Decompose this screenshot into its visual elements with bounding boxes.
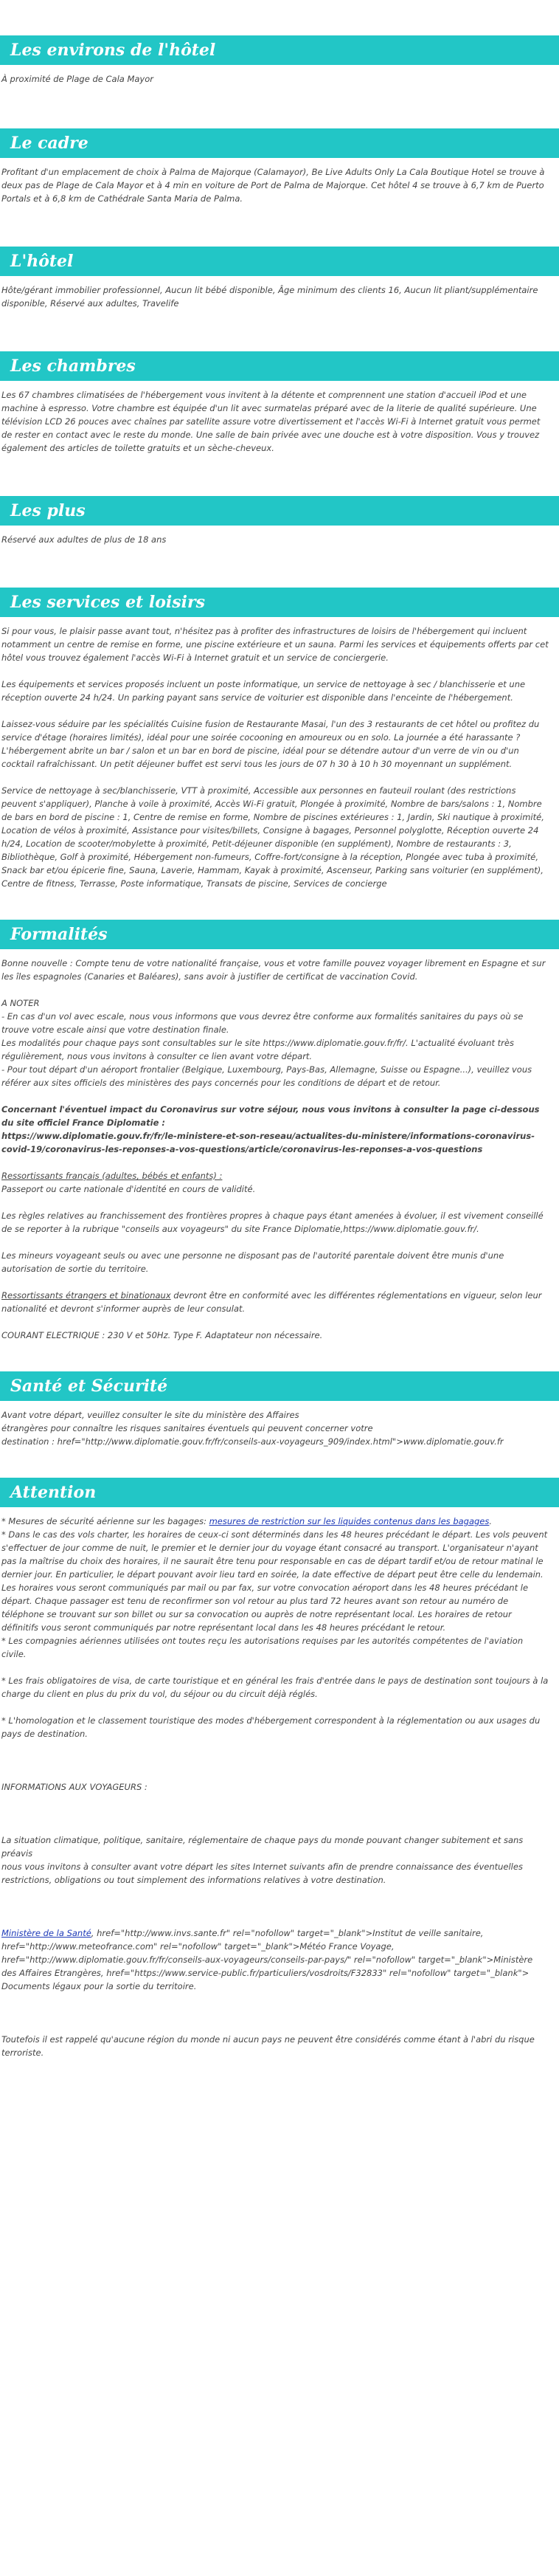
attention-visa-fees: * Les frais obligatoires de visa, de carte touristique et en général les frais d'entrée dans le pays de destination sont toujours à la charge du client en plus du prix du vol, du séjour ou du circuit déjà réglés. [1,1676,549,1699]
section-title-formalites: Formalités [0,920,559,949]
formalites-coronavirus: Concernant l'éventuel impact du Coronavirus sur votre séjour, nous vous invitons à consulter la page ci-dessous du site officiel France Diplomatie : https://www.diplomatie.gouv.fr/fr/le-ministere-et-son-reseau/actualites-du-ministere/informations-coronavirus-covid-19/coronavirus-les-reponses-a-vos-questions/article/coronavirus-les-reponses-a-vos-questions [1,1104,540,1154]
traveler-info-links [0,1926,559,1993]
services-paragraph-2: Les équipements et services proposés incluent un poste informatique, un service de nettoyage à sec / blanchisserie et une réception ouverte 24 h/24. Un parking payant sans service de voiturier est disponible dans l'enceinte de l'hébergement. [1,679,526,703]
charter-flights-text: . * Dans le cas des vols charter, les horaires de ceux-ci sont déterminés dans les 48 heures précédant le départ. Les vols peuvent s'effectuer de jour comme de nuit, le premier et le dernier jour du voyage étant consacré au transport. L'organisateur n'ayant pas la maîtrise du choix des horaires, il ne saurait être tenu pour responsable en cas de départ tardif et/ou de retour matinal le dernier jour. En particulier, le départ pouvant avoir lieu tard en soirée, la date effective de départ peut être celle du lendemain. Les horaires vous seront communiqués par mail ou par fax, sur votre convocation aéroport dans les 48 heures précédant le départ. Chaque passager est tenu de reconfirmer son vol retour au plus tard 72 heures avant son retour au numéro de téléphone se trouvant sur son billet ou sur sa convocation ou auprès de notre représentant local. Les horaires de retour définitifs vous seront communiqués par notre représentant local dans les 48 heures précédant le retour. * Les compagnies aériennes utilisées ont toutes reçu les autorisations requises par les autorités compétentes de l'aviation civile. [1,1516,548,1659]
formalites-paragraph-1: Bonne nouvelle : Compte tenu de votre nationalité française, vous et votre famille pouvez voyager librement en Espagne et sur les îles espagnoles (Canaries et Baléares), sans avoir à justifier de certificat de vaccination Covid. [1,958,546,982]
cadre-text: Profitant d'un emplacement de choix à Palma de Majorque (Calamayor), Be Live Adults Only La Cala Boutique Hotel se trouve à deux pas de Plage de Cala Mayor et à 4 min en voiture de Port de Palma de Majorque. Cet hôtel 4 se trouve à 6,7 km de Puerto Portals et à 6,8 km de Cathédrale Santa Maria de Palma. [1,167,545,204]
section-title-cadre: Le cadre [0,128,559,158]
section-title-services: Les services et loisirs [0,588,559,617]
foreigners-label: Ressortissants étrangers et binationaux [1,1290,171,1301]
section-title-attention: Attention [0,1478,559,1507]
section-formalites [0,920,559,1342]
plus-text: Réservé aux adultes de plus de 18 ans [1,534,167,545]
services-paragraph-1: Si pour vous, le plaisir passe avant tout, n'hésitez pas à profiter des infrastructures de loisirs de l'hébergement qui incluent notamment un centre de remise en forme, une piscine extérieure et un sauna. Parmi les services et équipements offerts par cet hôtel vous trouvez également l'accès Wi-Fi à Internet gratuit et un service de conciergerie. [1,626,549,663]
section-hotel [0,247,559,310]
sante-text: Avant votre départ, veuillez consulter le site du ministère des Affaires étrangères pour connaître les risques sanitaires éventuels qui peuvent concerner votre destination : href="http://www.diplomatie.gouv.fr/fr/conseils-aux-voyageurs_909/index.html">www.diplomatie.gouv.fr [1,1410,504,1447]
attention-homologation: * L'homologation et le classement touristique des modes d'hébergement correspondent à la réglementation ou aux usages du pays de destination. [1,1715,541,1739]
traveler-info-heading: INFORMATIONS AUX VOYAGEURS : [1,1782,147,1792]
section-title-sante: Santé et Sécurité [0,1371,559,1401]
terrorism-warning: Toutefois il est rappelé qu'aucune région du monde ni aucun pays ne peuvent être considérés comme étant à l'abri du risque terroriste. [1,2034,535,2058]
formalites-electricity: COURANT ELECTRIQUE : 230 V et 50Hz. Type F. Adaptateur non nécessaire. [1,1330,323,1340]
section-plus [0,496,559,546]
hotel-text: Hôte/gérant immobilier professionnel, Aucun lit bébé disponible, Âge minimum des clients 16, Aucun lit pliant/supplémentaire disponible, Réservé aux adultes, Travelife [1,285,538,309]
formalites-borders: Les règles relatives au franchissement des frontières propres à chaque pays étant amenées à évoluer, il est vivement conseillé de se reporter à la rubrique "conseils aux voyageurs" du site France Diplomatie,https://www.diplomatie.gouv.fr/. [1,1210,544,1234]
attention-paragraph-1 [0,1515,559,1661]
section-title-hotel: L'hôtel [0,247,559,276]
environs-text: À proximité de Plage de Cala Mayor [1,74,154,84]
services-paragraph-4: Service de nettoyage à sec/blanchisserie, VTT à proximité, Accessible aux personnes en fauteuil roulant (des restrictions peuvent s'appliquer), Planche à voile à proximité, Accès Wi-Fi gratuit, Plongée à proximité, Nombre de bars/salons : 1, Nombre de bars en bord de piscine : 1, Centre de remise en forme, Nombre de piscines extérieures : 1, Jardin, Ski nautique à proximité, Location de vélos à proximité, Assistance pour visites/billets, Consigne à bagages, Personnel polyglotte, Réception ouverte 24 h/24, Location de scooter/mobylette à proximité, Petit-déjeuner disponible (en supplément), Nombre de restaurants : 3, Bibliothèque, Golf à proximité, Hébergement non-fumeurs, Coffre-fort/consigne à la réception, Plongée avec tuba à proximité, Snack bar et/ou épicerie fine, Sauna, Laverie, Hammam, Kayak à proximité, Ascenseur, Parking sans voiturier (en supplément), Centre de fitness, Terrasse, Poste informatique, Transats de piscine, Services de concierge [1,785,544,889]
section-chambres [0,351,559,455]
formalites-french-nationals [0,1169,559,1196]
formalites-foreigners [0,1289,559,1315]
liquids-restriction-link[interactable]: mesures de restriction sur les liquides contenus dans les bagages [209,1516,490,1526]
section-environs [0,35,559,86]
section-title-environs: Les environs de l'hôtel [0,35,559,65]
services-paragraph-3: Laissez-vous séduire par les spécialités Cuisine fusion de Restaurante Masai, l'un des 3 restaurants de cet hôtel ou profitez du service d'étage (horaires limités), idéal pour une soirée cocooning en amoureux ou en solo. La journée a été harassante ? L'hébergement abrite un bar / salon et un bar en bord de piscine, idéal pour se détendre autour d'un verre de vin ou d'un cocktail rafraîchissant. Un petit déjeuner buffet est servi tous les jours de 07 h 30 à 10 h 30 moyennant un supplément. [1,719,540,769]
section-sante [0,1371,559,1448]
section-title-plus: Les plus [0,496,559,526]
baggage-security-prefix: * Mesures de sécurité aérienne sur les bagages: [1,1516,209,1526]
traveler-info-text: La situation climatique, politique, sanitaire, réglementaire de chaque pays du monde pouvant changer subitement et sans préavis nous vous invitons à consulter avant votre départ les sites Internet suivants afin de prendre connaissance des éventuelles restrictions, obligations ou tout simplement des informations relatives à votre destination. [1,1835,524,1885]
section-attention [0,1478,559,2059]
french-nationals-label: Ressortissants français (adultes, bébés et enfants) : [1,1171,223,1181]
formalites-note: A NOTER - En cas d'un vol avec escale, nous vous informons que vous devrez être conforme aux formalités sanitaires du pays où se trouve votre escale ainsi que votre destination finale. Les modalités pour chaque pays sont consultables sur le site https://www.diplomatie.gouv.fr/fr/. L'actualité évoluant très régulièrement, nous vous invitons à consulter ce lien avant votre départ. - Pour tout départ d'un aéroport frontalier (Belgique, Luxembourg, Pays-Bas, Allemagne, Suisse ou Espagne...), veuillez vous référer aux sites officiels des ministères des pays concernés pour les conditions de départ et de retour. [1,998,532,1088]
section-title-chambres: Les chambres [0,351,559,381]
chambres-text: Les 67 chambres climatisées de l'hébergement vous invitent à la détente et comprennent une station d'accueil iPod et une machine à espresso. Votre chambre est équipée d'un lit avec surmatelas préparé avec de la literie de qualité supérieure. Une télévision LCD 26 pouces avec chaînes par satellite assure votre divertissement et l'accès Wi-Fi à Internet gratuit vous permet de rester en contact avec le reste du monde. Une salle de bain privée avec une douche est à votre disposition. Vous y trouvez également des articles de toilette gratuits et un sèche-cheveux. [1,390,541,453]
french-nationals-text: Passeport ou carte nationale d'identité en cours de validité. [1,1184,256,1194]
formalites-minors: Les mineurs voyageant seuls ou avec une personne ne disposant pas de l'autorité parentale doivent être munis d'une autorisation de sortie du territoire. [1,1250,504,1274]
ministere-sante-link[interactable]: Ministère de la Santé [1,1928,91,1938]
foreigners-text: devront être en conformité avec les différentes réglementations en vigueur, selon leur nationalité et devront s'informer auprès de leur consulat. [1,1290,542,1314]
section-services [0,588,559,890]
traveler-links-text: , href="http://www.invs.sante.fr" rel="nofollow" target="_blank">Institut de veille sanitaire, href="http://www.meteofrance.com" rel="nofollow" target="_blank">Météo France Voyage, href="http://www.diplomatie.gouv.fr/fr/conseils-aux-voyageurs/conseils-par-pays/" rel="nofollow" target="_blank">Ministère des Affaires Etrangères, href="https://www.service-public.fr/particuliers/vosdroits/F32833" rel="nofollow" target="_blank"> Documents légaux pour la sortie du territoire. [1,1928,533,1991]
section-cadre [0,128,559,205]
